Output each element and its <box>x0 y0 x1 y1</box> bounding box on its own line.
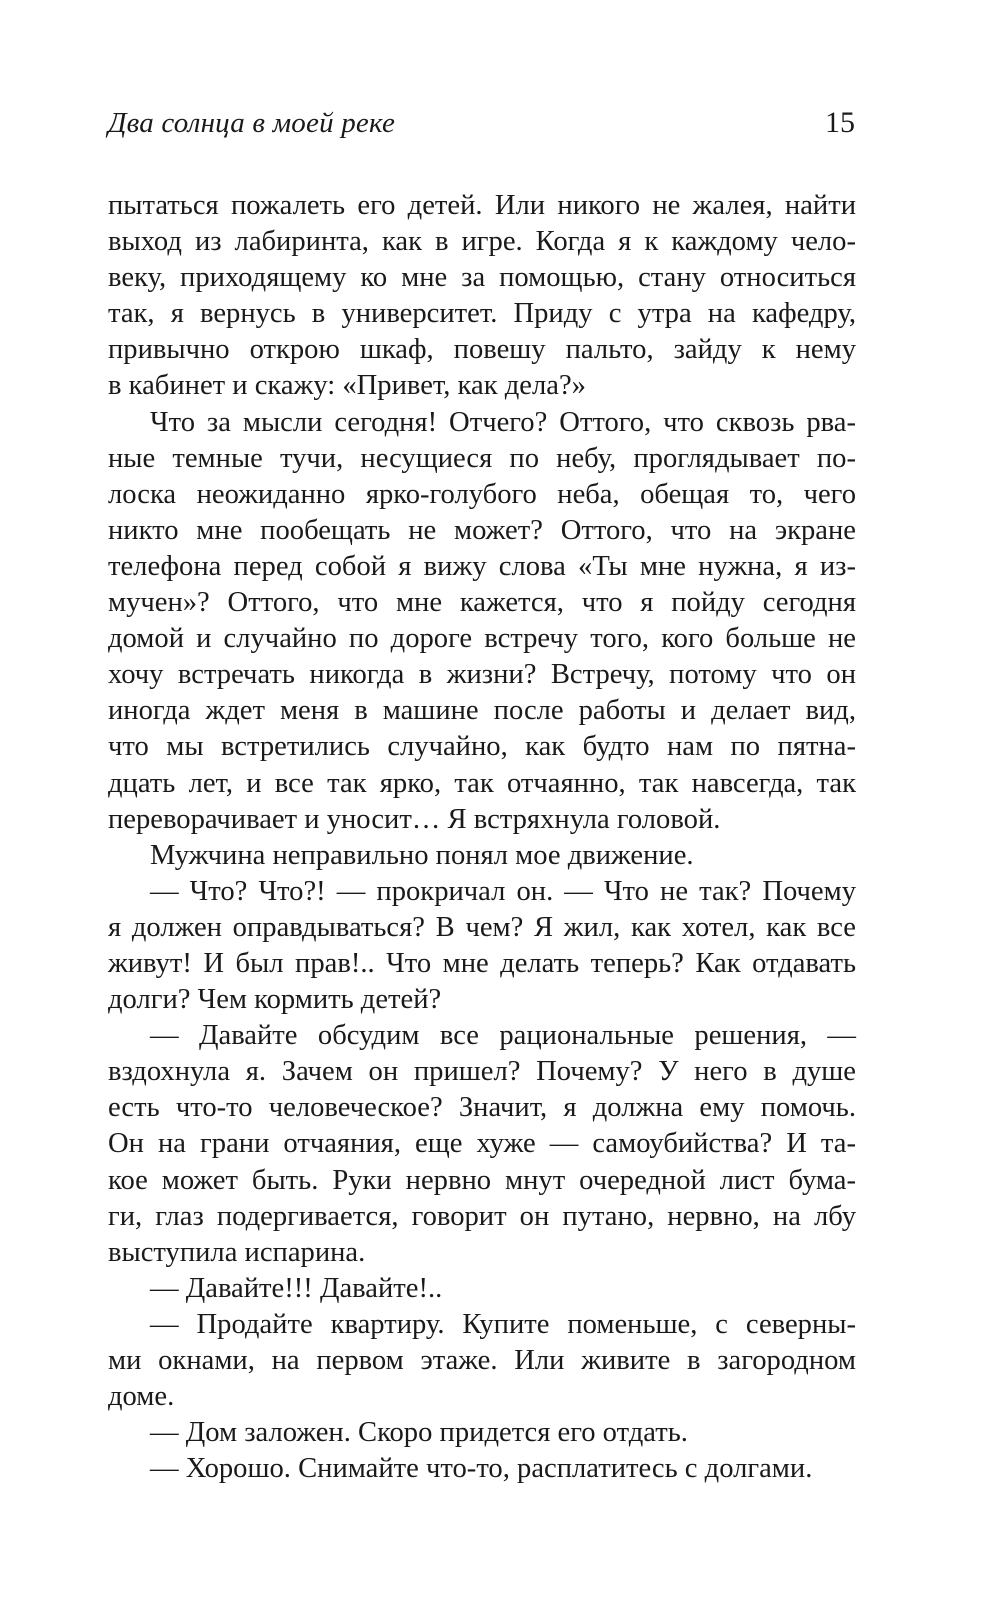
text-line: что мы встретились случайно, как будто нам по пятна- <box>108 731 856 763</box>
text-line: вздохнула я. Зачем он пришел? Почему? У него в душе <box>108 1056 856 1088</box>
text-line: ми окнами, на первом этаже. Или живите в загородном <box>108 1345 856 1376</box>
text-line: никто мне пообещать не может? Оттого, что на экране <box>108 514 856 546</box>
text-line: так, я вернусь в университет. Приду с утра на кафедру, <box>108 298 856 330</box>
text-line: доме. <box>108 1381 175 1413</box>
page-header <box>108 106 855 146</box>
body-text <box>108 188 856 1487</box>
running-title: Два солнца в моей реке <box>108 107 396 139</box>
text-line: выход из лабиринта, как в игре. Когда я к каждому чело- <box>108 226 856 258</box>
text-line: ные темные тучи, несущиеся по небу, проглядывает по- <box>108 442 856 474</box>
text-line: иногда ждет меня в машине после работы и делает вид, <box>108 695 856 727</box>
text-line: Что за мысли сегодня! Отчего? Оттого, что сквозь рва- <box>150 406 856 438</box>
text-line: мучен»? Оттого, что мне кажется, что я пойду сегодня <box>108 587 856 619</box>
text-line: хочу встречать никогда в жизни? Встречу, потому что он <box>108 659 856 691</box>
text-line: пытаться пожалеть его детей. Или никого не жалея, найти <box>108 190 856 221</box>
text-line: — Давайте обсудим все рациональные решения, — <box>150 1020 856 1052</box>
text-line: ги, глаз подергивается, говорит он путано, нервно, на лбу <box>108 1200 856 1232</box>
text-line: кое может быть. Руки нервно мнут очередной лист бума- <box>108 1164 856 1196</box>
text-line: — Что? Что?! — прокричал он. — Что не так? Почему <box>150 875 856 907</box>
text-line: Он на грани отчаяния, еще хуже — самоубийства? И та- <box>108 1128 856 1160</box>
text-line: выступила испарина. <box>108 1236 366 1268</box>
text-line: живут! И был прав!.. Что мне делать теперь? Как отдавать <box>108 947 856 979</box>
text-line: телефона перед собой я вижу слова «Ты мне нужна, я из- <box>108 550 856 582</box>
text-line: переворачивает и уносит… Я встряхнула головой. <box>108 803 721 835</box>
text-line: лоска неожиданно ярко-голубого неба, обещая то, чего <box>108 478 856 510</box>
text-line: дцать лет, и все так ярко, так отчаянно, так навсегда, так <box>108 767 856 799</box>
text-line: — Продайте квартиру. Купите поменьше, с северны- <box>150 1308 856 1340</box>
text-line: — Давайте!!! Давайте!.. <box>150 1272 443 1304</box>
text-line: — Дом заложен. Скоро придется его отдать. <box>150 1417 688 1449</box>
text-line: долги? Чем кормить детей? <box>108 984 442 1016</box>
text-line: я должен оправдываться? В чем? Я жил, как хотел, как все <box>108 911 856 943</box>
text-line: — Хорошо. Снимайте что-то, расплатитесь с долгами. <box>150 1453 813 1485</box>
text-line: есть что-то человеческое? Значит, я должна ему помочь. <box>108 1092 856 1124</box>
text-line: веку, приходящему ко мне за помощью, стану относиться <box>108 262 856 294</box>
text-line: в кабинет и скажу: «Привет, как дела?» <box>108 370 586 402</box>
page-number: 15 <box>825 106 855 139</box>
text-line: домой и случайно по дороге встречу того, кого больше не <box>108 623 856 655</box>
text-line: привычно открою шкаф, повешу пальто, зайду к нему <box>108 334 856 366</box>
text-line: Мужчина неправильно понял мое движение. <box>150 839 694 871</box>
